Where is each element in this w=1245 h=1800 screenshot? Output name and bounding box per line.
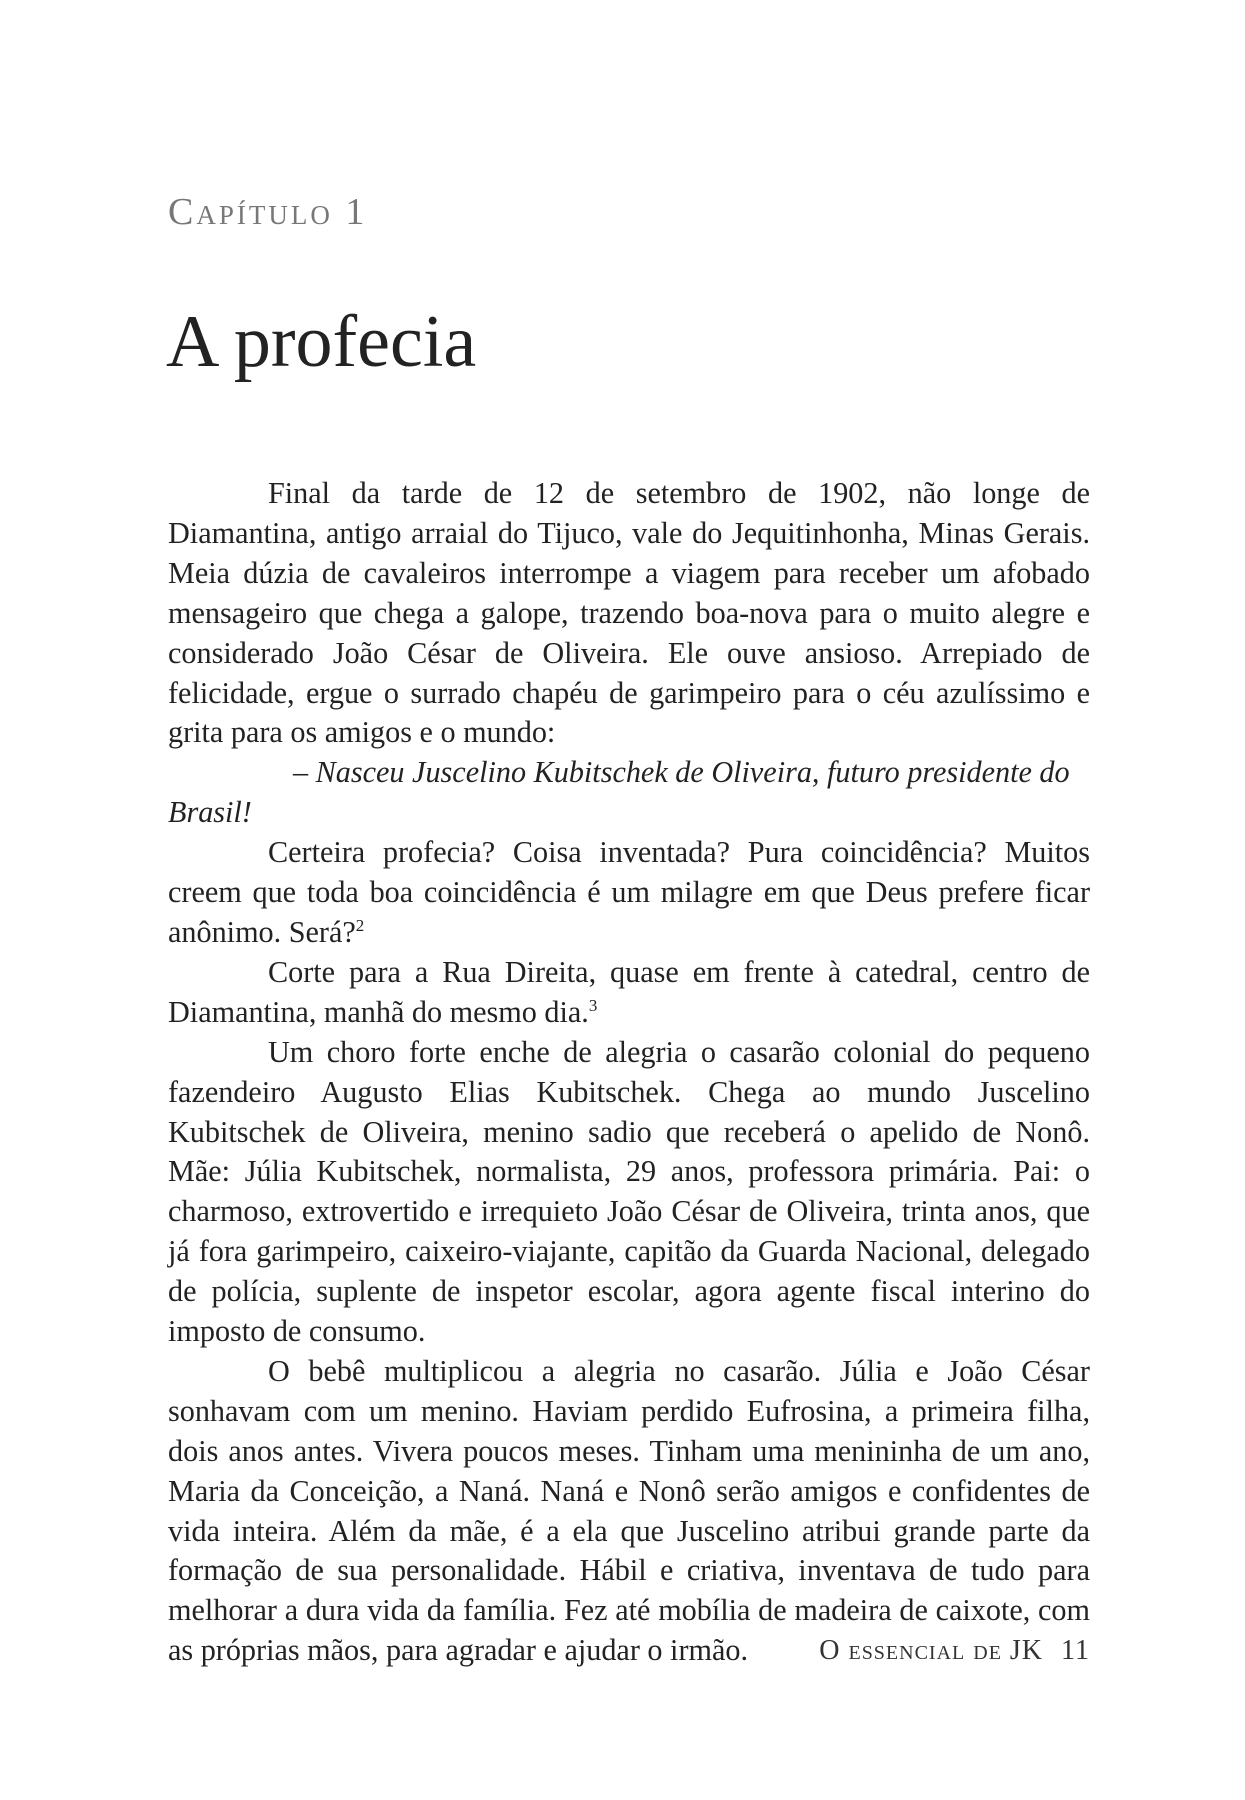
paragraph (168, 1033, 1090, 1352)
footer-book-title: O essencial de JK (819, 1635, 1044, 1666)
chapter-label: Capítulo 1 (168, 191, 368, 233)
body-text (168, 474, 1090, 1671)
paragraph (168, 953, 1090, 1033)
page-number: 11 (1061, 1635, 1090, 1666)
paragraph-text: Final da tarde de 12 de setembro de 1902, não longe de Diamantina, antigo arraial do Tijuco, vale do Jequitinhonha, Minas Gerais. Meia dúzia de cavaleiros interrompe a viagem para receber um afobado mensageiro que chega a galope, trazendo boa-nova para o muito alegre e considerado João César de Oliveira. Ele ouve ansioso. Arrepiado de felicidade, ergue o surrado chapéu de garimpeiro para o céu azulíssimo e grita para os amigos e o mundo: (168, 476, 1090, 750)
chapter-title: A profecia (166, 301, 477, 383)
paragraph-text: Um choro forte enche de alegria o casarão colonial do pequeno fazendeiro Augusto Elias Kubitschek. Chega ao mundo Juscelino Kubitschek de Oliveira, menino sadio que receberá o apelido de Nonô. Mãe: Júlia Kubitschek, normalista, 29 anos, professora primária. Pai: o charmoso, extrovertido e irrequieto João César de Oliveira, trinta anos, que já fora garimpeiro, caixeiro-viajante, capitão da Guarda Nacional, delegado de polícia, suplente de inspetor escolar, agora agente fiscal interino do imposto de consumo. (168, 1034, 1090, 1349)
running-footer (819, 1635, 1090, 1667)
footnote-marker[interactable]: 3 (588, 995, 598, 1015)
quoted-speech (168, 753, 1090, 833)
paragraph-text: Certeira profecia? Coisa inventada? Pura coincidência? Muitos creem que toda boa coincidência é um milagre em que Deus prefere ficar anônimo. Será? (168, 835, 1090, 949)
paragraph-text: O bebê multiplicou a alegria no casarão. Júlia e João César sonhavam com um menino. Haviam perdido Eufrosina, a primeira filha, dois anos antes. Vivera poucos meses. Tinham uma menininha de um ano, Maria da Conceição, a Naná. Naná e Nonô serão amigos e confidentes de vida inteira. Além da mãe, é a ela que Juscelino atribui grande parte da formação de sua personalidade. Hábil e criativa, inventava de tudo para melhorar a dura vida da família. Fez até mobília de madeira de caixote, com as próprias mãos, para agradar e ajudar o irmão. (168, 1353, 1090, 1668)
paragraph (168, 474, 1090, 753)
paragraph (168, 1352, 1090, 1671)
speech-text: – Nasceu Juscelino Kubitschek de Oliveira, futuro presidente do Brasil! (168, 755, 1070, 830)
footnote-marker[interactable]: 2 (355, 915, 365, 935)
paragraph-text: Corte para a Rua Direita, quase em frente à catedral, centro de Diamantina, manhã do mesmo dia. (168, 954, 1090, 1029)
paragraph (168, 833, 1090, 953)
